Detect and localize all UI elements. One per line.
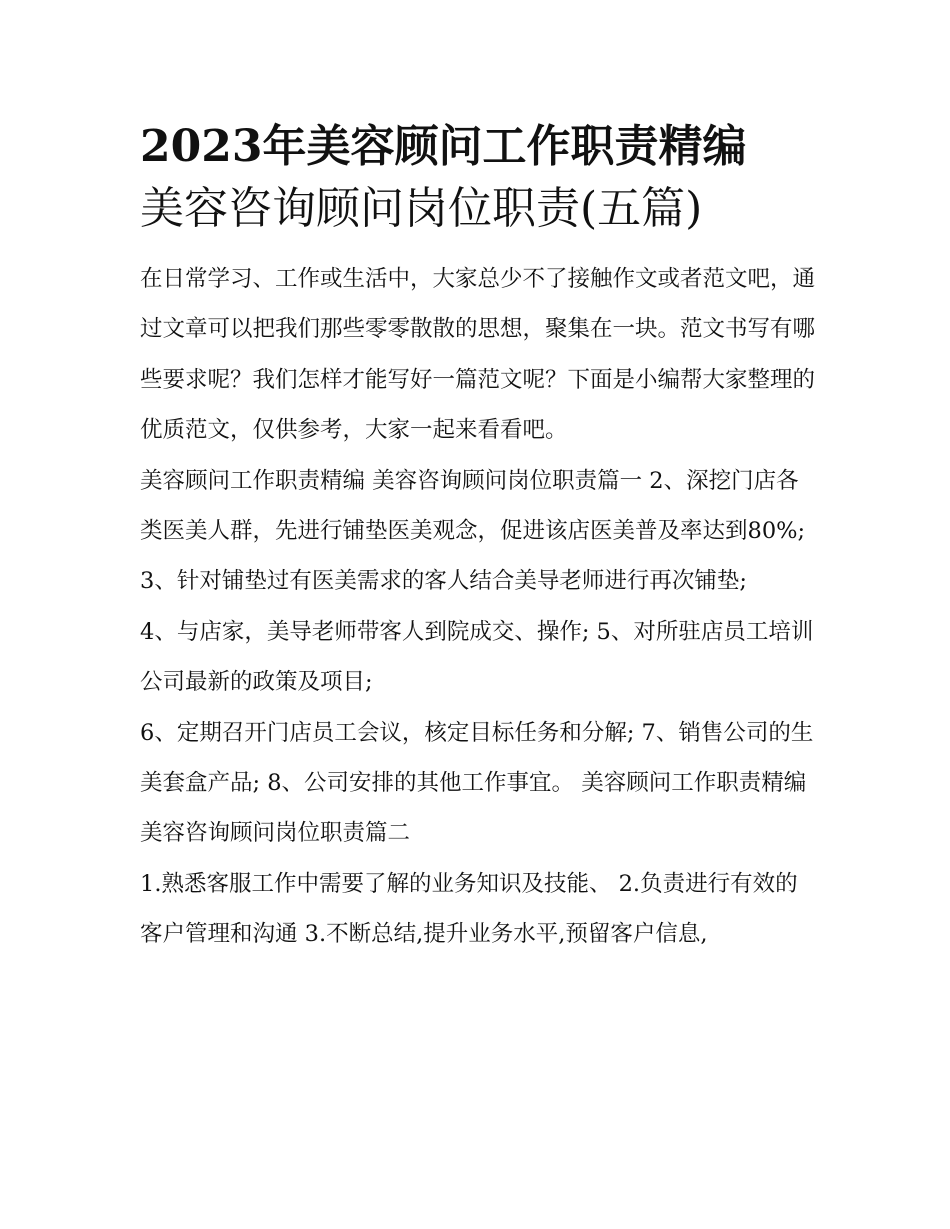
document-title <box>140 116 820 240</box>
title-line-1: 2023年美容顾问工作职责精编 <box>140 121 747 172</box>
paragraph-items-4-5: 4、与店家，美导老师带客人到院成交、操作; 5、对所驻店员工培训公司最新的政策及项目; <box>140 618 814 696</box>
title-line-2: 美容咨询顾问岗位职责(五篇) <box>140 183 703 234</box>
document-page <box>140 116 820 960</box>
paragraph-section-1: 美容顾问工作职责精编 美容咨询顾问岗位职责篇一 2、深挖门店各类医美人群，先进行铺垫医美观念，促进该店医美普及率达到80%; <box>140 467 806 545</box>
paragraph-intro: 在日常学习、工作或生活中，大家总少不了接触作文或者范文吧，通过文章可以把我们那些零零散散的思想，聚集在一块。范文书写有哪些要求呢？我们怎样才能写好一篇范文呢？下面是小编帮大家整理的优质范文，仅供参考，大家一起来看看吧。 <box>140 266 816 444</box>
document-body <box>140 254 820 960</box>
paragraph-item-3: 3、针对铺垫过有医美需求的客人结合美导老师进行再次铺垫; <box>140 568 747 595</box>
paragraph-items-6-8: 6、定期召开门店员工会议，核定目标任务和分解; 7、销售公司的生美套盒产品; 8、公司安排的其他工作事宜。 美容顾问工作职责精编 美容咨询顾问岗位职责篇二 <box>140 719 814 847</box>
paragraph-section-2: 1.熟悉客服工作中需要了解的业务知识及技能、 2.负责进行有效的客户管理和沟通 3.不断总结,提升业务水平,预留客户信息, <box>140 870 798 948</box>
